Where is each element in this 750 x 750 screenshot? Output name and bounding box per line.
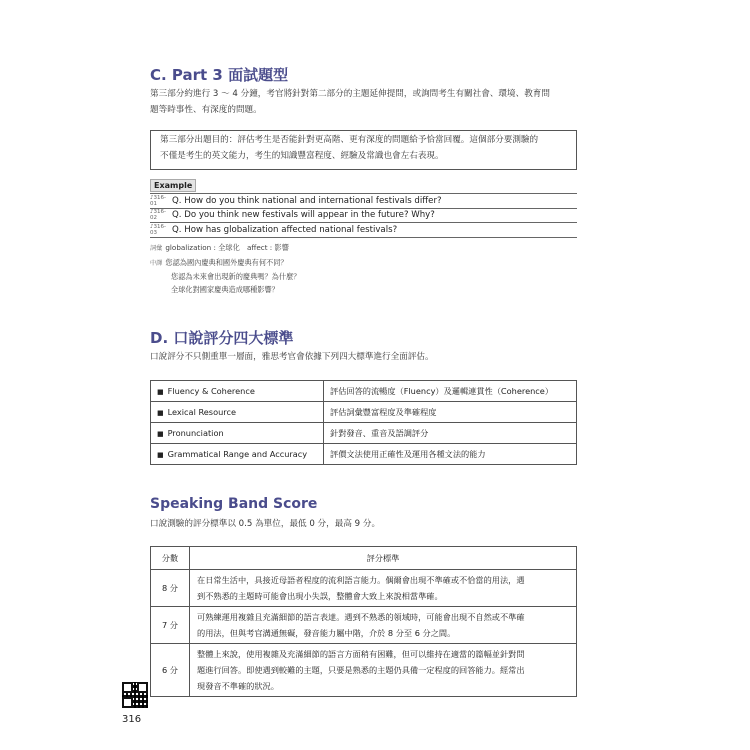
audio-track-number[interactable]: ♪316-01 xyxy=(150,194,166,207)
criteria-name: ■ Fluency & Coherence xyxy=(151,381,324,402)
question-text: Q. How do you think national and international festivals differ? xyxy=(172,195,442,206)
band-score: 7 分 xyxy=(151,607,190,644)
band-criteria: 在日常生活中，具接近母語者程度的流利語言能力。偶爾會出現不準確或不恰當的用法，遇 到不熟悉的主題時可能會出現小失誤，整體會大致上來說相當準確。 xyxy=(190,570,577,607)
criteria-desc: 評價文法使用正確性及運用各種文法的能力 xyxy=(324,444,577,465)
criteria-row xyxy=(151,444,577,465)
example-question xyxy=(150,194,577,209)
criteria-name: ■ Grammatical Range and Accuracy xyxy=(151,444,324,465)
vocab-note xyxy=(150,241,289,255)
section-c-heading: C. Part 3 面試題型 xyxy=(150,66,289,84)
criteria-desc: 針對發音、重音及語調評分 xyxy=(324,423,577,444)
band-criteria: 可熟練運用複雜且充滿細節的語言表達。遇到不熟悉的領域時，可能會出現不自然或不準確 的用法，但與考官溝通無礙，發音能力屬中階，介於 8 分至 6 分之間。 xyxy=(190,607,577,644)
band-row xyxy=(151,644,577,697)
qr-code-icon[interactable] xyxy=(122,682,148,708)
criteria-table xyxy=(150,380,577,465)
criteria-row xyxy=(151,423,577,444)
purpose-line: 不僅是考生的英文能力，考生的知識豐富程度、經驗及常識也會左右表現。 xyxy=(160,151,444,161)
example-question xyxy=(150,209,577,224)
criteria-name: ■ Pronunciation xyxy=(151,423,324,444)
purpose-box xyxy=(150,130,577,170)
translation-tag: 中譯 xyxy=(150,260,163,267)
question-text: Q. How has globalization affected national festivals? xyxy=(172,224,398,235)
intro-line: 第三部分約進行 3 ～ 4 分鐘，考官將針對第二部分的主題延伸提問，或詢問考生有關社會、環境、教育問 xyxy=(150,89,550,99)
band-score: 6 分 xyxy=(151,644,190,697)
translation-line: 您認為國內慶典和國外慶典有何不同？ xyxy=(165,258,288,267)
audio-track-number[interactable]: ♪316-03 xyxy=(150,223,166,236)
vocab-text: globalization : 全球化 affect : 影響 xyxy=(165,243,289,252)
criteria-desc: 評估詞彙豐富程度及準確程度 xyxy=(324,402,577,423)
band-row xyxy=(151,570,577,607)
audio-track-number[interactable]: ♪316-02 xyxy=(150,209,166,222)
example-label: Example xyxy=(150,179,196,192)
band-header-row xyxy=(151,547,577,570)
band-row xyxy=(151,607,577,644)
section-d-intro: 口說評分不只側重單一層面，雅思考官會依據下列四大標準進行全面評估。 xyxy=(150,352,434,362)
criteria-row xyxy=(151,402,577,423)
translation-line: 全球化對國家慶典造成哪種影響？ xyxy=(171,285,279,294)
band-score: 8 分 xyxy=(151,570,190,607)
band-intro: 口說測驗的評分標準以 0.5 為單位，最低 0 分，最高 9 分。 xyxy=(150,519,381,529)
criteria-row xyxy=(151,381,577,402)
example-question xyxy=(150,223,577,238)
page-number: 316 xyxy=(122,714,142,725)
intro-line: 題等時事性、有深度的問題。 xyxy=(150,105,262,115)
criteria-name: ■ Lexical Resource xyxy=(151,402,324,423)
band-table xyxy=(150,546,577,697)
col-criteria-header: 評分標準 xyxy=(190,547,577,570)
band-heading: Speaking Band Score xyxy=(150,496,318,512)
translation-line: 您認為未來會出現新的慶典嗎？為什麼？ xyxy=(171,272,301,281)
question-text: Q. Do you think new festivals will appear in the future? Why? xyxy=(172,210,435,221)
translation-note xyxy=(150,256,300,296)
section-c-intro xyxy=(150,86,580,118)
vocab-tag: 詞彙 xyxy=(150,245,163,252)
example-questions xyxy=(150,193,577,238)
criteria-desc: 評估回答的流暢度（Fluency）及邏輯連貫性（Coherence） xyxy=(324,381,577,402)
band-criteria: 整體上來說，使用複雜及充滿細節的語言方面稍有困難，但可以維持在適當的篇幅並針對問 題進行回答。即使遇到較難的主題，只要是熟悉的主題仍具備一定程度的回答能力。經常出 現發音不準確的狀況。 xyxy=(190,644,577,697)
section-d-heading: D. 口說評分四大標準 xyxy=(150,329,294,347)
col-score-header: 分數 xyxy=(151,547,190,570)
purpose-line: 第三部分出題目的：評估考生是否能針對更高階、更有深度的問題給予恰當回覆。這個部分要測驗的 xyxy=(160,135,539,145)
